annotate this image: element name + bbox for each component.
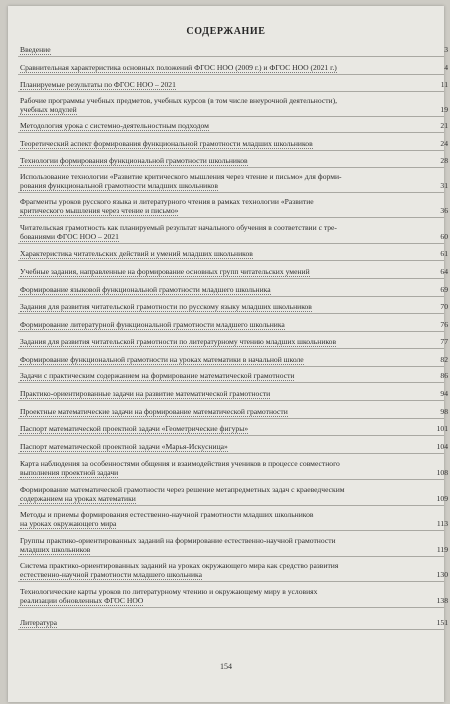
toc-entry-page: 101 [436, 424, 448, 433]
toc-entry[interactable] [20, 618, 448, 627]
toc-entry-page: 82 [440, 355, 448, 364]
toc-entry-line: выполнения проектной задачи [20, 468, 119, 477]
toc-entry-line: Введение [20, 45, 51, 54]
toc-entry[interactable] [20, 355, 448, 364]
toc-entry-line: Методы и приемы формирования естественно-научной грамотности младших школьников [20, 510, 314, 519]
toc-entry-page: 94 [440, 389, 448, 398]
toc-divider [18, 91, 444, 92]
toc-entry-title [20, 285, 448, 294]
toc-entry-line: учебных модулей [20, 105, 77, 114]
toc-divider [18, 607, 444, 608]
toc-entry-page: 77 [440, 337, 448, 346]
toc-entry[interactable] [20, 442, 448, 451]
table-of-contents [8, 6, 448, 702]
toc-entry-page: 28 [440, 156, 448, 165]
toc-divider [18, 331, 444, 332]
toc-entry-title [20, 156, 448, 165]
toc-entry-page: 86 [440, 371, 448, 380]
toc-entry-line: Характеристика читательских действий и умений младших школьников [20, 249, 253, 258]
toc-divider [18, 243, 444, 244]
toc-entry-title [20, 371, 448, 380]
toc-entry-line: естественно-научной грамотности младшего школьника [20, 570, 202, 579]
toc-entry-line: критического мышления через чтение и письмо» [20, 206, 179, 215]
toc-divider [18, 192, 444, 193]
toc-entry-page: 4 [444, 63, 448, 72]
toc-entry[interactable] [20, 424, 448, 433]
toc-entry[interactable] [20, 172, 448, 190]
toc-entry[interactable] [20, 223, 448, 241]
toc-entry-page: 21 [440, 121, 448, 130]
toc-entry-title [20, 510, 448, 528]
toc-entry-line: содержанием на уроках математики [20, 494, 136, 503]
toc-entry-page: 108 [436, 468, 448, 477]
toc-entry-title [20, 337, 448, 346]
toc-entry-line: Учебные задания, направленные на формирование основных групп читательских умений [20, 267, 310, 276]
toc-entry[interactable] [20, 197, 448, 215]
toc-entry[interactable] [20, 536, 448, 554]
toc-divider [18, 260, 444, 261]
toc-entry-line: Фрагменты уроков русского языка и литературного чтения в рамках технологии «Развитие [20, 197, 314, 206]
toc-divider [18, 629, 444, 630]
toc-entry-page: 3 [444, 45, 448, 54]
toc-entry-line: Литература [20, 618, 58, 627]
toc-entry[interactable] [20, 156, 448, 165]
toc-divider [18, 530, 444, 531]
toc-entry-line: Формирование функциональной грамотности на уроках математики в начальной школе [20, 355, 304, 364]
toc-entry[interactable] [20, 320, 448, 329]
toc-entry[interactable] [20, 485, 448, 503]
toc-entry-line: Задания для развития читательской грамотности по литературному чтению младших школьников [20, 337, 337, 346]
toc-entry[interactable] [20, 389, 448, 398]
toc-entry-title [20, 485, 448, 503]
toc-divider [18, 217, 444, 218]
toc-entry-line: Задания для развития читательской грамотности по русскому языку младших школьников [20, 302, 312, 311]
book-page [8, 6, 448, 702]
toc-entry[interactable] [20, 285, 448, 294]
toc-entry-title [20, 223, 448, 241]
toc-entry-page: 70 [440, 302, 448, 311]
toc-entry-page: 98 [440, 407, 448, 416]
toc-entry-page: 61 [440, 249, 448, 258]
toc-divider [18, 116, 444, 117]
toc-entry-title [20, 80, 448, 89]
toc-entry-line: Технологии формирования функциональной грамотности школьников [20, 156, 248, 165]
toc-entry[interactable] [20, 561, 448, 579]
toc-divider [18, 581, 444, 582]
toc-entry-line: младших школьников [20, 545, 91, 554]
toc-entry-line: Сравнительная характеристика основных положений ФГОС НОО (2009 г.) и ФГОС НОО (2021 г.) [20, 63, 337, 72]
toc-entry-line: Формирование математической грамотности через решение метапредметных задач с краеведческим [20, 485, 345, 494]
toc-divider [18, 313, 444, 314]
toc-entry-title [20, 267, 448, 276]
toc-entry[interactable] [20, 80, 448, 89]
toc-entry-line: Задачи с практическим содержанием на формирование математической грамотности [20, 371, 295, 380]
toc-entry-page: 109 [436, 494, 448, 503]
toc-entry-title [20, 197, 448, 215]
toc-entry-line: Формирование языковой функциональной грамотности младшего школьника [20, 285, 271, 294]
toc-entry[interactable] [20, 302, 448, 311]
toc-divider [18, 56, 444, 57]
toc-divider [18, 400, 444, 401]
toc-entry[interactable] [20, 510, 448, 528]
toc-entry[interactable] [20, 249, 448, 258]
toc-entry-line: реализации обновленных ФГОС НОО [20, 596, 144, 605]
toc-entry-page: 19 [440, 105, 448, 114]
toc-entry[interactable] [20, 407, 448, 416]
toc-entry-title [20, 424, 448, 433]
toc-entry-line: Теоретический аспект формирования функциональной грамотности младших школьников [20, 139, 313, 148]
toc-divider [18, 418, 444, 419]
toc-entry-line: Паспорт математической проектной задачи «Геометрические фигуры» [20, 424, 249, 433]
toc-entry-page: 138 [436, 596, 448, 605]
toc-entry-title [20, 139, 448, 148]
toc-entry-line: Карта наблюдения за особенностями общения и взаимодействия учеников в процессе совместного [20, 459, 340, 468]
toc-entry-title [20, 389, 448, 398]
toc-entry-title [20, 249, 448, 258]
toc-entry-line: Проектные математические задачи на формирование математической грамотности [20, 407, 288, 416]
toc-entry[interactable] [20, 63, 448, 72]
toc-entry[interactable] [20, 337, 448, 346]
toc-divider [18, 382, 444, 383]
toc-divider [18, 278, 444, 279]
toc-entry[interactable] [20, 459, 448, 477]
toc-entry[interactable] [20, 45, 448, 54]
toc-entry-line: Читательская грамотность как планируемый результат начального обучения в соответствии с тре- [20, 223, 337, 232]
toc-divider [18, 150, 444, 151]
toc-entry-line: Паспорт математической проектной задачи «Марья-Искусница» [20, 442, 228, 451]
toc-entry[interactable] [20, 587, 448, 605]
toc-entry-line: Технологические карты уроков по литературному чтению и окружающему миру в условиях [20, 587, 318, 596]
toc-divider [18, 435, 444, 436]
toc-entry-title [20, 172, 448, 190]
toc-entry-page: 104 [436, 442, 448, 451]
toc-entry-line: на уроках окружающего мира [20, 519, 117, 528]
toc-entry-line: Рабочие программы учебных предметов, учебных курсов (в том числе внеурочной деятельности), [20, 96, 338, 105]
toc-entry-title [20, 618, 448, 627]
toc-entry-title [20, 407, 448, 416]
toc-divider [18, 348, 444, 349]
toc-entry-line: Формирование литературной функциональной грамотности младшего школьника [20, 320, 285, 329]
toc-divider [18, 132, 444, 133]
toc-entry-title [20, 96, 448, 114]
toc-entry-title [20, 320, 448, 329]
toc-divider [18, 479, 444, 480]
toc-entry[interactable] [20, 267, 448, 276]
toc-entry-page: 113 [436, 519, 448, 528]
toc-entry-line: Методология урока с системно-деятельностным подходом [20, 121, 209, 130]
toc-divider [18, 167, 444, 168]
toc-entry-title [20, 536, 448, 554]
toc-entry-title [20, 63, 448, 72]
toc-divider [18, 74, 444, 75]
toc-entry-line: Практико-ориентированные задачи на развитие математической грамотности [20, 389, 271, 398]
toc-entry-line: рования функциональной грамотности младших школьников [20, 181, 218, 190]
toc-entry-page: 76 [440, 320, 448, 329]
toc-entry-title [20, 121, 448, 130]
toc-entry-page: 24 [440, 139, 448, 148]
toc-entry-line: бованиями ФГОС НОО – 2021 [20, 232, 119, 241]
toc-entry-page: 119 [436, 545, 448, 554]
toc-divider [18, 366, 444, 367]
toc-entry-page: 31 [440, 181, 448, 190]
toc-entry-title [20, 355, 448, 364]
toc-entry[interactable] [20, 139, 448, 148]
toc-entry-title [20, 561, 448, 579]
toc-entry-page: 130 [436, 570, 448, 579]
toc-entry-title [20, 302, 448, 311]
toc-entry-line: Использование технологии «Развитие критического мышления через чтение и письмо» для форми- [20, 172, 342, 181]
toc-entry-page: 151 [436, 618, 448, 627]
toc-entry-line: Планируемые результаты по ФГОС НОО – 2021 [20, 80, 176, 89]
toc-divider [18, 556, 444, 557]
toc-entry-title [20, 45, 448, 54]
page-title: СОДЕРЖАНИЕ [186, 26, 266, 37]
toc-entry-line: Система практико-ориентированных заданий на уроках окружающего мира как средство развития [20, 561, 339, 570]
toc-entry-title [20, 442, 448, 451]
toc-entry-page: 11 [440, 80, 448, 89]
toc-entry-page: 60 [440, 232, 448, 241]
toc-divider [18, 453, 444, 454]
page-number: 154 [220, 662, 232, 671]
toc-divider [18, 296, 444, 297]
toc-entry[interactable] [20, 121, 448, 130]
toc-entry-line: Группы практико-ориентированных заданий на формирование естественно-научной грамотности [20, 536, 336, 545]
toc-divider [18, 505, 444, 506]
toc-entry-page: 64 [440, 267, 448, 276]
toc-entry-page: 36 [440, 206, 448, 215]
toc-entry-title [20, 587, 448, 605]
toc-entry[interactable] [20, 371, 448, 380]
toc-entry-title [20, 459, 448, 477]
toc-entry[interactable] [20, 96, 448, 114]
toc-entry-page: 69 [440, 285, 448, 294]
